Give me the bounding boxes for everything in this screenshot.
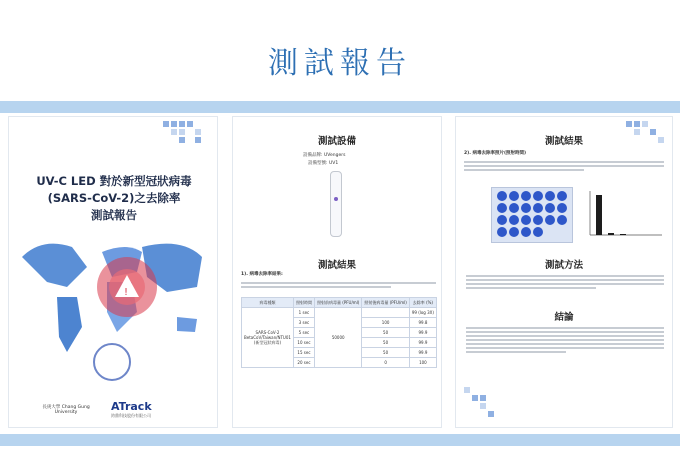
- well-icon: [521, 215, 531, 225]
- results-sub: 1). 病毒去除率結果:: [241, 272, 283, 277]
- table-header-row: [242, 298, 437, 308]
- cover-heading-line1: UV-C LED 對於新型冠狀病毒: [36, 174, 192, 188]
- table-row: [242, 308, 437, 318]
- cover-page: [8, 116, 218, 428]
- well-icon: [557, 203, 567, 213]
- atrack-logo-sub: 鈞鼎科技股份有限公司: [111, 412, 151, 418]
- logo-row: [31, 395, 211, 423]
- text-line: [466, 331, 664, 333]
- atrack-logo: [111, 400, 152, 419]
- after-cell: 50: [362, 328, 409, 338]
- text-line: [466, 275, 664, 277]
- university-seal-icon: [93, 343, 131, 381]
- rate-cell: 100: [409, 358, 436, 368]
- time-cell: 3 sec: [293, 318, 314, 328]
- rate-cell: 99.9: [409, 348, 436, 358]
- well-icon: [497, 191, 507, 201]
- text-line: [466, 343, 664, 345]
- text-line: [466, 327, 664, 329]
- well-icon: [521, 191, 531, 201]
- well-icon: [509, 203, 519, 213]
- well-icon: [545, 203, 555, 213]
- text-line: [466, 335, 664, 337]
- time-cell: 10 sec: [293, 338, 314, 348]
- rate-cell: 99.9: [409, 328, 436, 338]
- results-heading-2: 測試結果: [544, 136, 583, 147]
- well-icon: [497, 203, 507, 213]
- equipment-results-page: [232, 116, 442, 428]
- col-rate: 去除率 (%): [409, 298, 436, 308]
- col-time: 照射時間: [293, 298, 314, 308]
- well-icon: [533, 203, 543, 213]
- text-line: [466, 279, 664, 281]
- rate-cell: 99 (log 3X): [409, 308, 436, 318]
- text-line: [466, 283, 664, 285]
- after-cell: 50: [362, 338, 409, 348]
- well-icon: [545, 191, 555, 201]
- text-line: [464, 161, 664, 163]
- conclusion-heading: 結論: [554, 312, 574, 323]
- text-line: [464, 169, 584, 171]
- well-icon: [497, 215, 507, 225]
- after-cell: 100: [362, 318, 409, 328]
- rate-cell: 99.9: [409, 338, 436, 348]
- equipment-model: 設備型號: UV1: [308, 161, 339, 166]
- text-line: [241, 286, 391, 288]
- time-cell: 1 sec: [293, 308, 314, 318]
- well-icon: [521, 227, 531, 237]
- well-icon: [557, 215, 567, 225]
- time-cell: 15 sec: [293, 348, 314, 358]
- results-method-page: [455, 116, 673, 428]
- initial-cell: 50000: [314, 308, 361, 368]
- well-icon: [509, 215, 519, 225]
- conclusion-text: [466, 325, 664, 355]
- time-cell: 20 sec: [293, 358, 314, 368]
- method-text: [466, 273, 664, 291]
- well-icon: [509, 227, 519, 237]
- top-band: [0, 101, 680, 113]
- after-cell: 0: [362, 358, 409, 368]
- virus-cell: SARS-CoV-2 BetaCoV/Taiwan/NTU01 (新型冠狀病毒): [242, 308, 294, 368]
- results-heading: 測試結果: [317, 260, 356, 271]
- mini-bar-chart: [584, 189, 664, 243]
- cover-heading-line2: (SARS-CoV-2)之去除率: [47, 191, 181, 205]
- well-icon: [533, 227, 543, 237]
- svg-text:!: !: [124, 287, 129, 298]
- col-after: 照射後病毒量 (PFU/ml): [362, 298, 409, 308]
- col-virus: 病毒種類: [242, 298, 294, 308]
- after-cell: 50: [362, 348, 409, 358]
- atrack-logo-text: ATrack: [111, 399, 152, 413]
- text-line: [466, 351, 566, 353]
- col-initial: 照射前病毒量 (PFU/ml): [314, 298, 361, 308]
- well-icon: [533, 215, 543, 225]
- equipment-heading: 測試設備: [317, 136, 356, 147]
- text-line: [466, 287, 596, 289]
- results-text: [241, 280, 436, 290]
- results-table: [241, 297, 437, 368]
- results-text-2: [464, 159, 664, 173]
- text-line: [464, 165, 664, 167]
- cover-heading-line3: 測試報告: [91, 208, 137, 222]
- uv-device-image: [330, 171, 342, 237]
- device-dot-icon: [334, 197, 338, 201]
- well-icon: [533, 191, 543, 201]
- university-logo: 長庚大學 Chang Gung University: [42, 404, 90, 415]
- text-line: [241, 282, 436, 284]
- method-heading: 測試方法: [544, 260, 583, 271]
- decor-squares-icon: [139, 121, 209, 161]
- plaque-grid: [497, 191, 567, 237]
- results-sub-2: 2). 病毒去除率照片(照射時間): [464, 151, 527, 156]
- equipment-brand: 設備品牌: UVengers: [303, 153, 346, 158]
- time-cell: 5 sec: [293, 328, 314, 338]
- decor-squares-icon: [464, 387, 520, 421]
- cover-heading: [23, 173, 205, 224]
- well-icon: [557, 191, 567, 201]
- well-icon: [509, 191, 519, 201]
- well-icon: [497, 227, 507, 237]
- after-cell: [362, 308, 409, 318]
- text-line: [466, 347, 664, 349]
- rate-cell: 99.8: [409, 318, 436, 328]
- page-title: 測試報告: [268, 46, 412, 81]
- world-map-illustration: [17, 227, 207, 357]
- text-line: [466, 339, 664, 341]
- well-icon: [545, 215, 555, 225]
- bottom-band: [0, 434, 680, 446]
- well-icon: [521, 203, 531, 213]
